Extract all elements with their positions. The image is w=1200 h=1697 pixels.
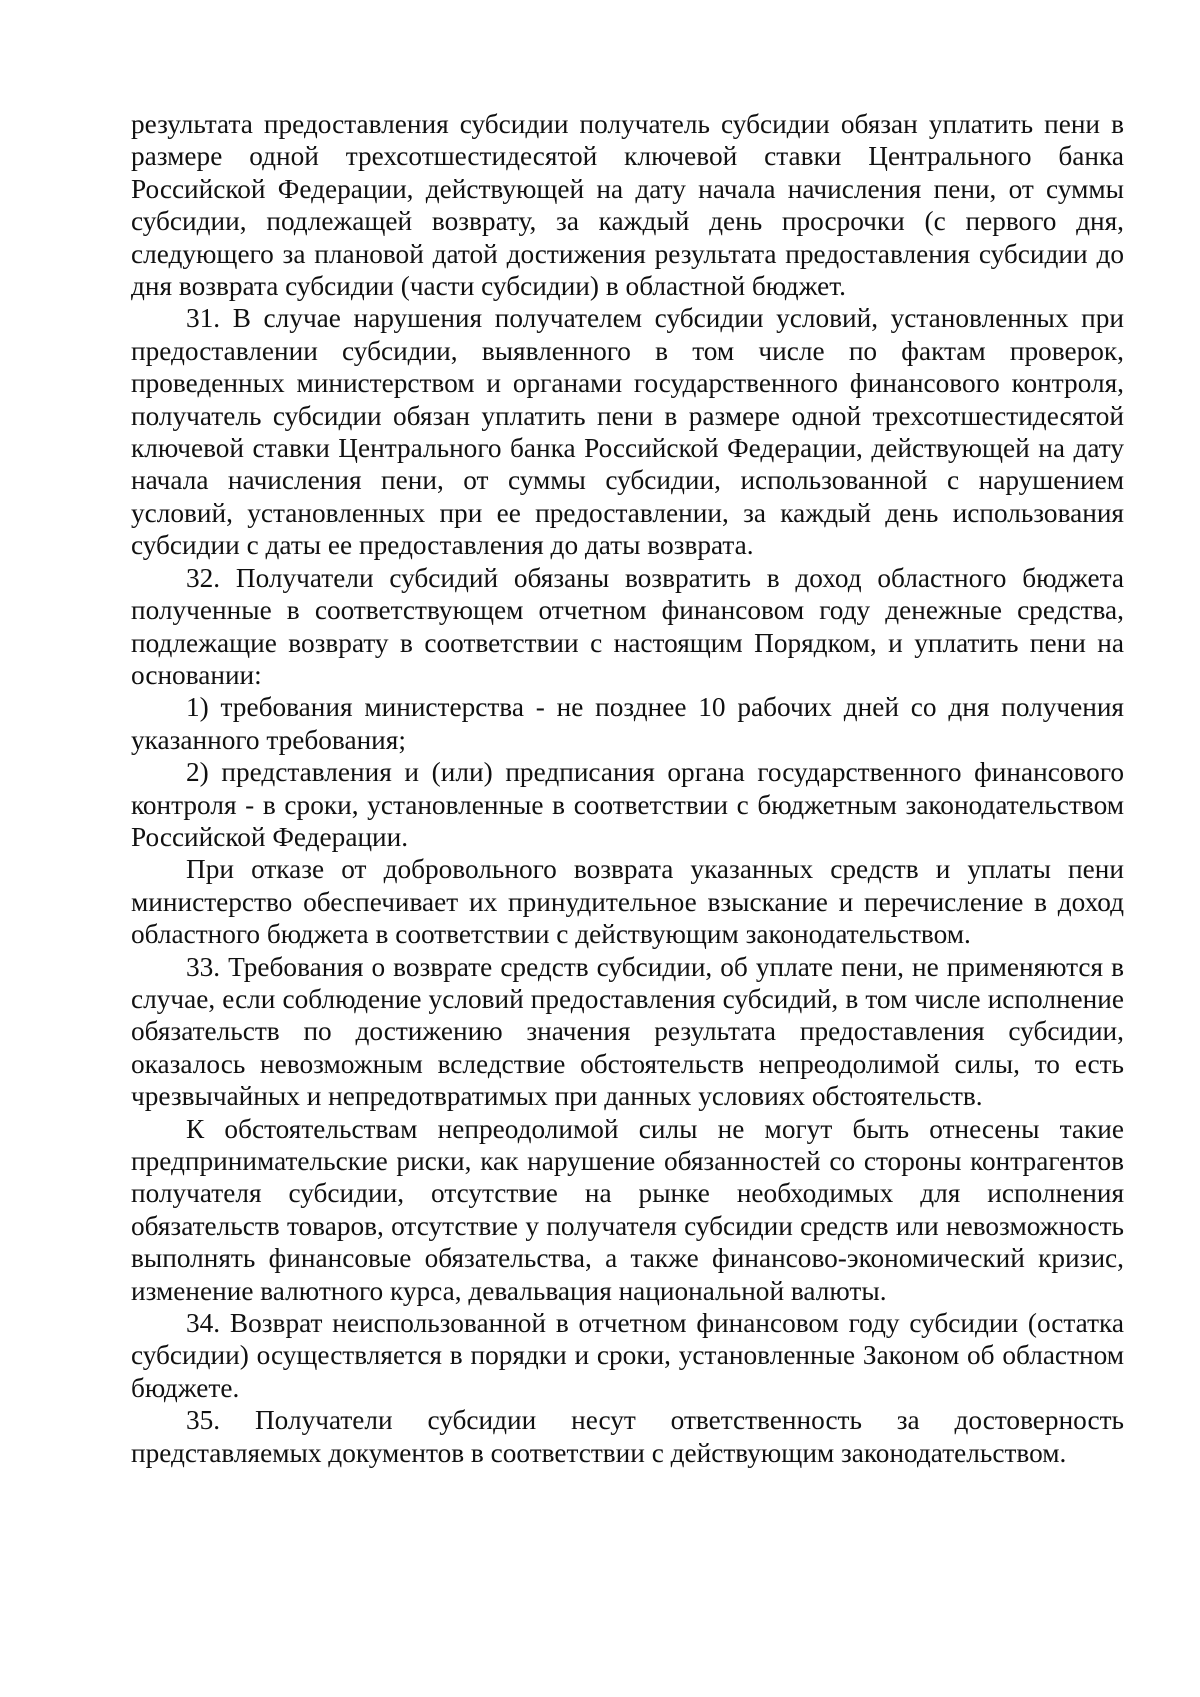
paragraph-refusal: При отказе от добровольного возврата указанных средств и уплаты пени министерство обеспечивает их принудительное взыскание и перечисление в доход областного бюджета в соответствии с действующим законодательством. <box>131 854 1124 950</box>
paragraph-31: 31. В случае нарушения получателем субсидии условий, установленных при предоставлении субсидии, выявленного в том числе по фактам проверок, проведенных министерством и органами государственного финансового контроля, получатель субсидии обязан уплатить пени в размере одной трехсотшестидесятой ключевой ставки Центрального банка Российской Федерации, действующей на дату начала начисления пени, от суммы субсидии, использованной с нарушением условий, установленных при ее предоставлении, за каждый день использования субсидии с даты ее предоставления до даты возврата. <box>131 303 1124 561</box>
paragraph-force-majeure: К обстоятельствам непреодолимой силы не могут быть отнесены такие предпринимательские риски, как нарушение обязанностей со стороны контрагентов получателя субсидии, отсутствие на рынке необходимых для исполнения обязательств товаров, отсутствие у получателя субсидии средств или невозможность выполнять финансовые обязательства, а также финансово-экономический кризис, изменение валютного курса, девальвация национальной валюты. <box>131 1113 1124 1306</box>
document-page <box>131 108 1124 1469</box>
paragraph-34: 34. Возврат неиспользованной в отчетном финансовом году субсидии (остатка субсидии) осуществляется в порядки и сроки, установленные Законом об областном бюджете. <box>131 1308 1124 1403</box>
paragraph-32-item-1: 1) требования министерства - не позднее 10 рабочих дней со дня получения указанного требования; <box>131 692 1124 755</box>
paragraph-32: 32. Получатели субсидий обязаны возвратить в доход областного бюджета полученные в соответствующем отчетном финансовом году денежные средства, подлежащие возврату в соответствии с настоящим Порядком, и уплатить пени на основании: <box>131 562 1124 690</box>
paragraph-32-item-2: 2) представления и (или) предписания органа государственного финансового контроля - в сроки, установленные в соответствии с бюджетным законодательством Российской Федерации. <box>131 757 1124 852</box>
paragraph-35: 35. Получатели субсидии несут ответственность за достоверность представляемых документов в соответствии с действующим законодательством. <box>131 1405 1124 1468</box>
paragraph-continuation: результата предоставления субсидии получатель субсидии обязан уплатить пени в размере одной трехсотшестидесятой ключевой ставки Центрального банка Российской Федерации, действующей на дату начала начисления пени, от суммы субсидии, подлежащей возврату, за каждый день просрочки (с первого дня, следующего за плановой датой достижения результата предоставления субсидии до дня возврата субсидии (части субсидии) в областной бюджет. <box>131 109 1124 302</box>
paragraph-33: 33. Требования о возврате средств субсидии, об уплате пени, не применяются в случае, если соблюдение условий предоставления субсидий, в том числе исполнение обязательств по достижению значения результата предоставления субсидии, оказалось невозможным вследствие обстоятельств непреодолимой силы, то есть чрезвычайных и непредотвратимых при данных условиях обстоятельств. <box>131 951 1124 1112</box>
